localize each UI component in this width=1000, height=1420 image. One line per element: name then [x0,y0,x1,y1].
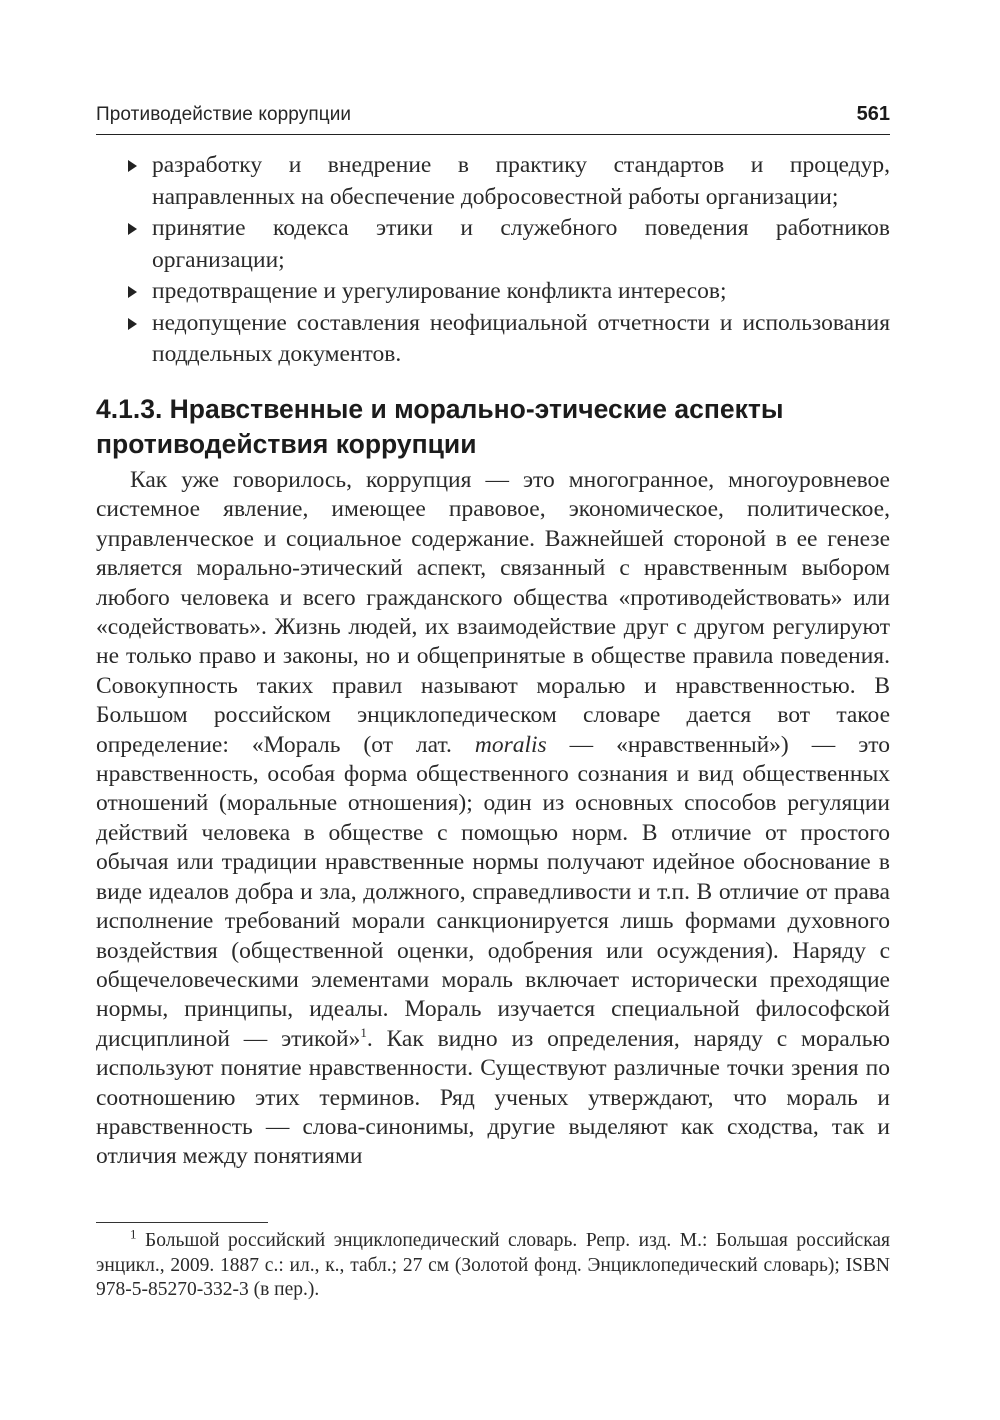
list-item-text: предотвращение и урегулирование конфликта интересов; [152,278,727,304]
bullet-arrow-icon [128,286,137,298]
list-item-text: недопущение составления неофициальной отчетности и использования поддельных документов. [152,309,890,367]
running-title: Противодействие коррупции [96,104,352,125]
footnote-divider [96,1222,268,1223]
body-paragraph [96,466,890,1172]
footnote-marker: 1 [130,1226,137,1242]
bullet-arrow-icon [128,160,137,172]
list-item [126,150,890,213]
list-item-text: принятие кодекса этики и служебного поведения работников организации; [152,215,890,273]
paragraph-text-part2: — «нравственный») — это нравственность, особая форма общественного сознания и вид общественных отношений (моральные отношения); один из основных способов регуляции действий человека в обществе с помощью норм. В отличие от простого обычая или традиции нравственные нормы получают идейное обоснование в виде идеалов добра и зла, должного, справедливости и т.п. В отличие от права исполнение требований морали санкционируется лишь формами духовного воздействия (общественной оценки, одобрения или осуждения). Наряду с общечеловеческими элементами мораль включает исторически преходящие нормы, принципы, идеалы. Мораль изучается специальной философской дисциплиной — этикой» [96,731,890,1052]
section-heading: 4.1.3. Нравственные и морально-этические аспекты противодействия коррупции [96,394,784,459]
paragraph-text-part1: Как уже говорилось, коррупция — это многогранное, многоуровневое системное явление, имеющее правовое, экономическое, политическое, управленческое и социальное содержание. Важнейшей стороной в ее генезе является морально-этический аспект, связанный с нравственным выбором любого человека и всего гражданского общества «противодействовать» или «содействовать». Жизнь людей, их взаимодействие друг с другом регулируют не только право и законы, но и общепринятые в обществе правила поведения. Совокупность таких правил называют моралью и нравственностью. В Большом российском энциклопедическом словаре дается вот такое определение: «Мораль (от лат. [96,467,890,758]
bullet-arrow-icon [128,318,137,330]
bullet-list [126,150,890,371]
page-number: 561 [856,103,890,125]
footnote-text: Большой российский энциклопедический словарь. Репр. изд. М.: Большая российская энцикл., 2009. 1887 с.: ил., к., табл.; 27 см (Золотой фонд. Энциклопедический словарь); ISBN 978-5-85270-332-3 (в пер.). [96,1230,890,1300]
paragraph-text-part3: . Как видно из определения, наряду с моралью используют понятие нравственности. Существуют различные точки зрения по соотношению этих терминов. Ряд ученых утверждают, что мораль и нравственность — слова-синонимы, другие выделяют как сходства, так и отличия между понятиями [96,1025,890,1170]
list-item-text: разработку и внедрение в практику стандартов и процедур, направленных на обеспечение добросовестной работы организации; [152,152,890,210]
list-item [126,308,890,371]
latin-term: moralis [474,731,547,758]
list-item [126,276,890,308]
list-item [126,213,890,276]
footnote-reference[interactable]: 1 [360,1024,367,1040]
running-header [96,100,890,135]
bullet-arrow-icon [128,223,137,235]
footnote [96,1226,890,1303]
